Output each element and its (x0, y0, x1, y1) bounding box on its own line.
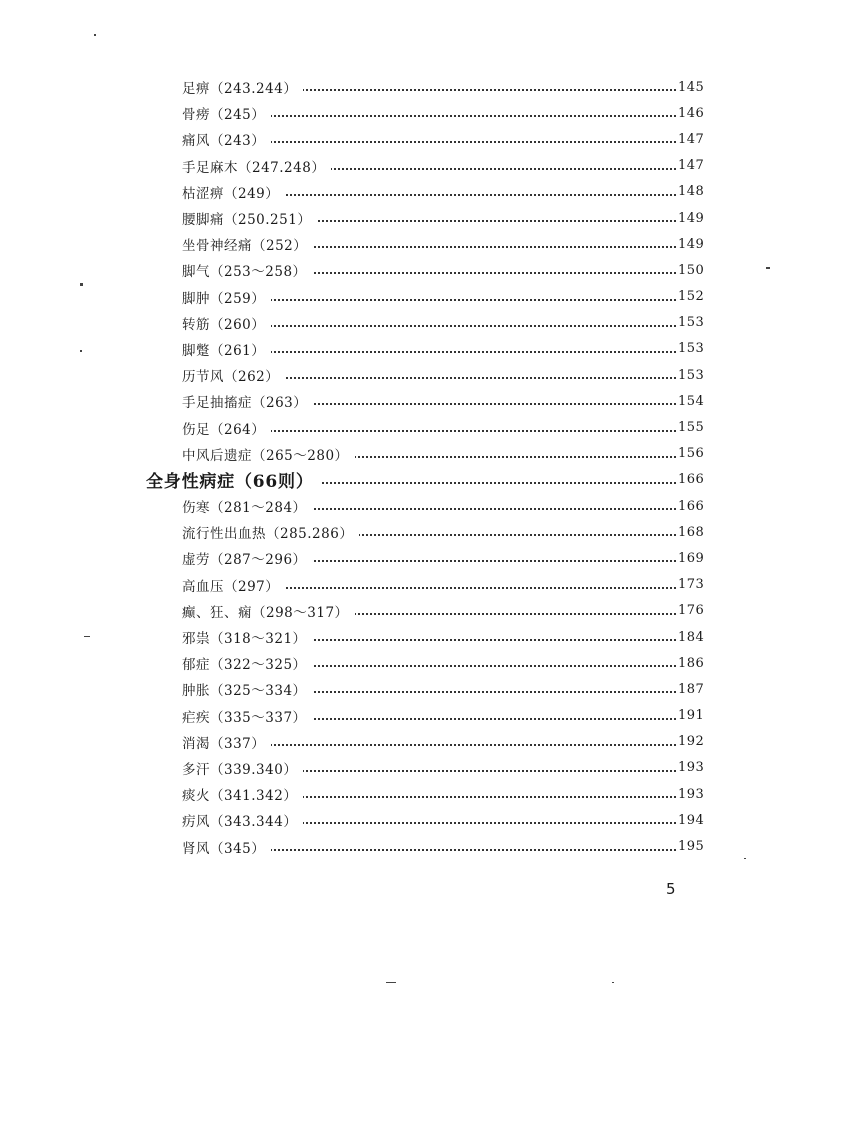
toc-entry-title: 多汗（339.340） (182, 758, 303, 778)
scan-speck (744, 858, 746, 859)
toc-entry-title: 伤寒（281～284） (182, 496, 313, 516)
toc-row (0, 676, 866, 702)
toc-entry-title: 郁症（322～325） (182, 653, 313, 673)
toc-row (0, 336, 866, 362)
toc-page-number: 187 (678, 681, 705, 697)
toc-section-title: 全身性病症（66则） (146, 467, 320, 492)
toc-row (0, 781, 866, 807)
toc-row (0, 493, 866, 519)
toc-page-number: 154 (678, 393, 705, 409)
toc-entry-title: 历节风（262） (182, 365, 285, 385)
toc-row (0, 388, 866, 414)
toc-page-number: 153 (678, 341, 705, 357)
toc-page-number: 149 (678, 236, 705, 252)
toc-row (0, 650, 866, 676)
scan-speck (80, 283, 83, 286)
toc-row (0, 833, 866, 859)
toc-section-row (0, 467, 866, 493)
toc-row (0, 545, 866, 571)
toc-entry-title: 脚气（253～258） (182, 260, 313, 280)
toc-row (0, 598, 866, 624)
toc-page-number: 149 (678, 210, 705, 226)
toc-row (0, 362, 866, 388)
scan-speck (84, 636, 90, 637)
toc-row (0, 74, 866, 100)
scan-speck (386, 982, 396, 983)
toc-page-number: 146 (678, 105, 705, 121)
toc-entry-title: 邪祟（318～321） (182, 627, 313, 647)
toc-entry-title: 坐骨神经痛（252） (182, 234, 313, 254)
toc-page-number: 148 (678, 184, 705, 200)
page-number: 5 (666, 880, 676, 898)
toc-page-number: 176 (678, 603, 705, 619)
toc-entry-title: 虚劳（287～296） (182, 548, 313, 568)
toc-row (0, 205, 866, 231)
toc-row (0, 231, 866, 257)
scan-speck (766, 267, 770, 269)
toc-row (0, 703, 866, 729)
toc-page-number: 195 (678, 839, 705, 855)
toc-page-number: 184 (678, 629, 705, 645)
toc-page-number: 194 (678, 812, 705, 828)
scan-speck (612, 982, 614, 983)
toc-entry-title: 消渴（337） (182, 732, 271, 752)
toc-entry-title: 骨痨（245） (182, 103, 271, 123)
toc-entry-title: 痛风（243） (182, 129, 271, 149)
toc-page-number: 152 (678, 289, 705, 305)
toc-entry-title: 肾风（345） (182, 837, 271, 857)
toc-page-number: 186 (678, 655, 705, 671)
toc-entry-title: 脚肿（259） (182, 287, 271, 307)
toc-row (0, 441, 866, 467)
toc-entry-title: 高血压（297） (182, 575, 285, 595)
toc-row (0, 729, 866, 755)
scan-speck (80, 350, 82, 352)
toc-page-number: 193 (678, 760, 705, 776)
toc-row (0, 126, 866, 152)
toc-entry-title: 枯涩痹（249） (182, 182, 285, 202)
toc-row (0, 572, 866, 598)
toc-page-number: 169 (678, 550, 705, 566)
toc-entry-title: 手足抽搐症（263） (182, 391, 313, 411)
toc-row (0, 414, 866, 440)
toc-row (0, 624, 866, 650)
toc-page-number: 155 (678, 420, 705, 436)
toc-page-number: 166 (678, 472, 705, 488)
toc-page-number: 147 (678, 158, 705, 174)
toc-row (0, 284, 866, 310)
toc-entry-title: 肿胀（325～334） (182, 679, 313, 699)
toc-page-number: 153 (678, 315, 705, 331)
toc-row (0, 310, 866, 336)
toc-entry-title: 流行性出血热（285.286） (182, 522, 359, 542)
toc-page-number: 168 (678, 524, 705, 540)
toc-page-number: 192 (678, 734, 705, 750)
toc-page-number: 193 (678, 786, 705, 802)
toc-entry-title: 手足麻木（247.248） (182, 156, 331, 176)
toc-row (0, 519, 866, 545)
toc-row (0, 153, 866, 179)
toc-row (0, 755, 866, 781)
toc-page-number: 173 (678, 577, 705, 593)
toc-page-number: 145 (678, 79, 705, 95)
toc-page-number: 147 (678, 131, 705, 147)
toc-page-number: 150 (678, 262, 705, 278)
scan-speck (94, 34, 96, 36)
toc-entry-title: 伤足（264） (182, 418, 271, 438)
toc-entry-title: 腰脚痛（250.251） (182, 208, 317, 228)
table-of-contents (0, 74, 866, 860)
toc-page-number: 156 (678, 446, 705, 462)
toc-page-number: 191 (678, 708, 705, 724)
toc-row (0, 257, 866, 283)
toc-entry-title: 足痹（243.244） (182, 77, 303, 97)
toc-entry-title: 疠风（343.344） (182, 810, 303, 830)
toc-page-number: 153 (678, 367, 705, 383)
toc-entry-title: 疟疾（335～337） (182, 706, 313, 726)
toc-page-number: 166 (678, 498, 705, 514)
toc-entry-title: 脚蹩（261） (182, 339, 271, 359)
toc-row (0, 179, 866, 205)
toc-entry-title: 中风后遗症（265～280） (182, 444, 355, 464)
toc-entry-title: 痰火（341.342） (182, 784, 303, 804)
toc-row (0, 100, 866, 126)
toc-entry-title: 癫、狂、痫（298～317） (182, 601, 355, 621)
toc-row (0, 807, 866, 833)
toc-entry-title: 转筋（260） (182, 313, 271, 333)
